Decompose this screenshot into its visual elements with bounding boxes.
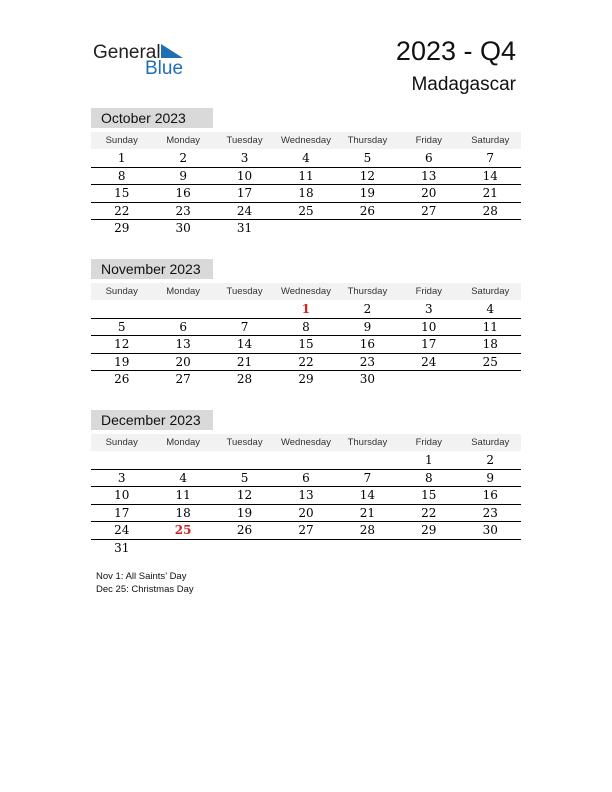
weekday-label: Saturday [471,135,510,146]
day-cell: 4 [179,470,187,485]
day-cell: 24 [114,523,130,537]
month-november [91,259,521,388]
day-cell: 5 [240,470,249,485]
day-cell [398,540,459,557]
week-row [91,452,521,470]
weeks-november [91,301,521,388]
day-cell: 30 [482,523,498,537]
day-cell: 23 [482,505,498,520]
month-title: October 2023 [91,108,213,128]
day-cell: 8 [117,168,126,183]
day-cell: 5 [117,319,126,334]
day-cell [91,452,152,469]
day-cell: 21 [482,186,498,200]
page-title: 2023 - Q4 [395,36,516,66]
day-cell: 2 [363,302,372,316]
weekday-label: Saturday [471,437,510,448]
day-cell [91,301,152,318]
day-cell: 26 [359,203,376,218]
day-cell: 11 [482,319,498,334]
day-cell: 15 [298,337,314,351]
day-cell: 16 [359,337,376,351]
day-cell: 28 [482,203,498,218]
day-cell: 15 [421,488,437,502]
day-cell: 21 [236,354,253,369]
day-cell: 12 [236,488,253,502]
week-row [91,336,521,354]
day-cell: 26 [236,523,253,537]
day-cell: 6 [425,151,433,165]
day-cell: 10 [236,168,253,183]
day-cell: 24 [236,203,253,218]
holiday-day-cell: 1 [301,302,311,316]
day-cell: 12 [114,337,130,351]
week-row [91,470,521,488]
holiday-note: Nov 1: All Saints’ Day [96,571,187,582]
day-cell [152,301,213,318]
day-cell: 23 [175,203,191,218]
day-cell [398,220,459,237]
day-cell [214,301,275,318]
day-cell: 4 [486,302,495,316]
day-cell: 6 [179,319,187,334]
weekday-label: Saturday [471,286,510,297]
weekday-label: Wednesday [280,135,331,146]
month-december [91,410,521,556]
weekday-label: Thursday [347,286,388,297]
weekday-label: Sunday [105,135,138,146]
week-row [91,487,521,505]
holiday-day-cell: 25 [174,523,192,537]
day-cell: 19 [236,505,253,520]
day-cell: 4 [302,151,310,165]
day-cell: 22 [421,505,437,520]
day-cell: 13 [298,488,314,502]
day-cell: 2 [179,151,187,165]
logo-triangle-icon [161,44,183,60]
day-cell: 25 [482,354,498,369]
day-cell: 7 [486,151,495,165]
weekday-label: Friday [415,437,443,448]
day-cell [214,540,275,557]
day-cell: 28 [359,523,376,537]
week-row [91,203,521,221]
day-cell [337,220,398,237]
day-cell [460,540,521,557]
day-cell [214,452,275,469]
week-row [91,185,521,203]
month-title: November 2023 [91,259,213,279]
weekday-label: Wednesday [280,437,331,448]
day-cell: 16 [175,186,191,200]
day-cell: 27 [421,203,437,218]
weekday-header [91,132,521,149]
weekday-header [91,434,521,451]
weekday-label: Sunday [105,286,138,297]
day-cell: 31 [236,221,253,235]
weekday-label: Tuesday [226,437,263,448]
day-cell: 31 [114,540,130,555]
day-cell [152,540,213,557]
week-row [91,505,521,523]
day-cell: 29 [298,372,314,386]
holiday-notes [96,570,194,596]
day-cell: 9 [179,168,187,183]
day-cell [152,452,213,469]
day-cell: 9 [363,319,372,334]
day-cell [337,452,398,469]
logo-text-general: General [93,42,161,63]
day-cell [275,220,336,237]
month-october [91,108,521,237]
week-row [91,540,521,557]
day-cell: 14 [482,168,498,183]
day-cell: 16 [482,488,498,502]
day-cell [460,220,521,237]
day-cell: 12 [359,168,376,183]
generalblue-logo [93,42,193,78]
weekday-label: Tuesday [226,286,263,297]
day-cell: 14 [359,488,376,502]
weekday-label: Thursday [347,437,388,448]
day-cell: 22 [114,203,130,218]
day-cell: 20 [175,354,191,369]
day-cell: 29 [114,221,130,235]
day-cell: 27 [298,523,314,537]
day-cell: 6 [302,470,310,485]
day-cell: 17 [421,337,437,351]
week-row [91,220,521,237]
day-cell: 8 [302,319,310,334]
day-cell: 1 [117,151,126,165]
day-cell: 20 [298,505,314,520]
day-cell: 15 [114,186,130,200]
day-cell: 13 [421,168,437,183]
week-row [91,168,521,186]
day-cell: 28 [236,372,253,386]
weeks-october [91,150,521,237]
weekday-label: Friday [415,286,443,297]
weeks-december [91,452,521,556]
day-cell: 7 [240,319,249,334]
day-cell: 8 [425,470,433,485]
week-row [91,319,521,337]
weekday-header [91,283,521,300]
day-cell: 23 [359,354,376,369]
day-cell: 25 [298,203,314,218]
day-cell: 21 [359,505,376,520]
weekday-label: Wednesday [280,286,331,297]
country-name: Madagascar [411,74,516,95]
weekday-label: Monday [166,437,201,448]
day-cell: 30 [359,372,376,386]
day-cell: 26 [114,372,130,386]
day-cell: 3 [240,151,249,165]
day-cell: 13 [175,337,191,351]
week-row [91,354,521,372]
day-cell: 14 [236,337,253,351]
day-cell [337,540,398,557]
day-cell: 18 [482,337,498,351]
month-title: December 2023 [91,410,213,430]
day-cell: 17 [236,186,253,200]
day-cell: 18 [298,186,314,200]
day-cell: 30 [175,221,191,235]
weekday-label: Tuesday [226,135,263,146]
weekday-label: Friday [415,135,443,146]
week-row [91,371,521,388]
day-cell [275,452,336,469]
day-cell: 19 [359,186,376,200]
day-cell: 10 [114,488,130,502]
day-cell: 9 [486,470,495,485]
logo-text-blue: Blue [145,58,184,79]
day-cell: 11 [175,488,191,502]
day-cell: 10 [421,319,437,334]
day-cell: 3 [425,302,433,316]
day-cell [275,540,336,557]
day-cell [398,371,459,388]
day-cell: 2 [486,453,495,467]
day-cell: 19 [114,354,130,369]
weekday-label: Monday [166,286,201,297]
weekday-label: Monday [166,135,201,146]
day-cell: 17 [114,505,130,520]
week-row [91,301,521,319]
day-cell: 1 [425,453,433,467]
week-row [91,522,521,540]
weekday-label: Sunday [105,437,138,448]
day-cell: 29 [421,523,437,537]
day-cell: 11 [298,168,314,183]
day-cell: 22 [298,354,314,369]
day-cell: 24 [421,354,437,369]
day-cell: 18 [175,505,191,520]
weekday-label: Thursday [347,135,388,146]
day-cell: 27 [175,372,191,386]
week-row [91,150,521,168]
day-cell: 3 [117,470,126,485]
day-cell: 20 [421,186,437,200]
holiday-note: Dec 25: Christmas Day [96,584,194,595]
day-cell: 5 [363,151,372,165]
day-cell [460,371,521,388]
day-cell: 7 [363,470,372,485]
